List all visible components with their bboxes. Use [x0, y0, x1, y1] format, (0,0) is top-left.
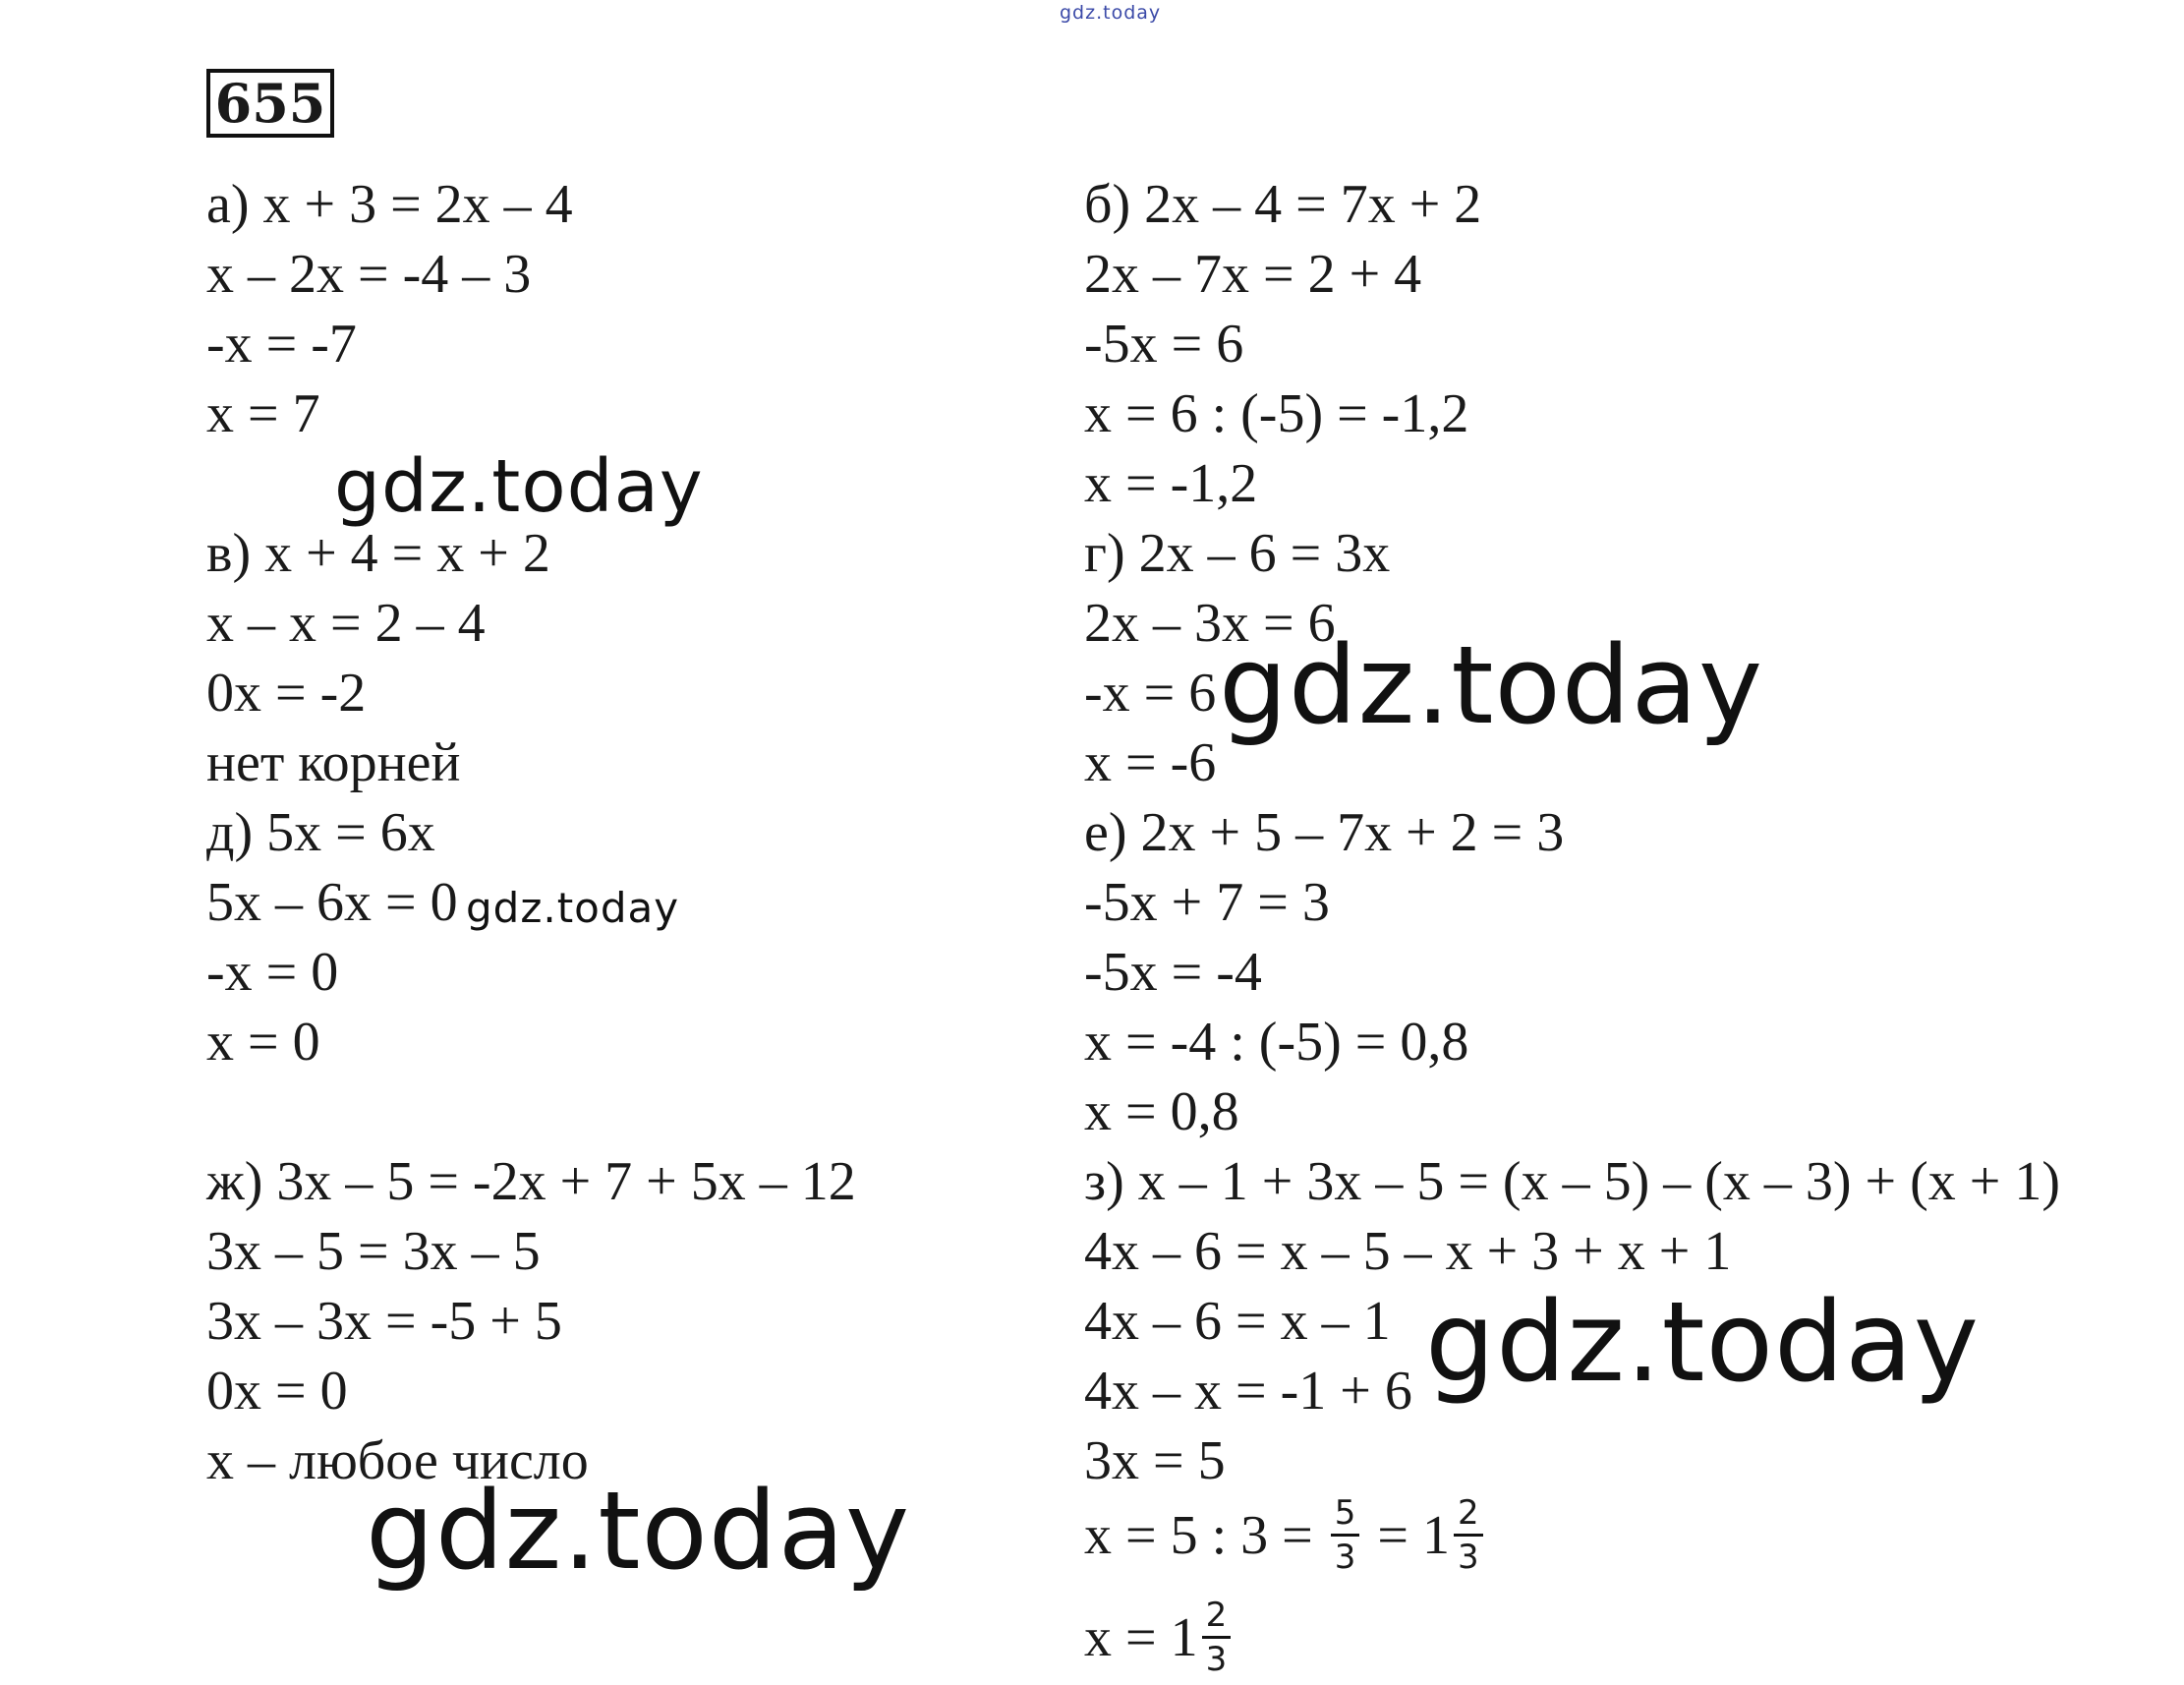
fraction-5-3 — [1331, 1493, 1360, 1577]
eq-b-line-5: x = -1,2 — [1084, 453, 1258, 514]
eq-a-line-3: -x = -7 — [206, 314, 357, 375]
eq-g-line-1: г) 2x – 6 = 3x — [1084, 523, 1391, 584]
eq-a-line-4: x = 7 — [206, 383, 320, 444]
eq-b-line-1: б) 2x – 4 = 7x + 2 — [1084, 174, 1482, 235]
equals-sign: = — [1377, 1504, 1408, 1566]
fraction-2-3-final — [1202, 1596, 1232, 1679]
eq-g-line-3: -x = 6 — [1084, 663, 1217, 724]
eq-v-line-2: x – x = 2 – 4 — [206, 593, 486, 654]
eq-b-line-4: x = 6 : (-5) = -1,2 — [1084, 383, 1469, 444]
eq-d-line-2: 5x – 6x = 0 — [206, 872, 458, 933]
eq-z-line-3: 4x – 6 = x – 1 — [1084, 1291, 1391, 1352]
watermark-top: gdz.today — [1060, 2, 1162, 24]
eq-v-line-3: 0x = -2 — [206, 663, 367, 724]
eq-z-line-4: 4x – x = -1 + 6 — [1084, 1361, 1412, 1422]
watermark-2: gdz.today — [1219, 622, 1764, 748]
fraction-denominator: 3 — [1334, 1538, 1356, 1577]
eq-a-line-1: а) x + 3 = 2x – 4 — [206, 174, 573, 235]
eq-d-line-4: x = 0 — [206, 1012, 320, 1073]
eq-d-line-1: д) 5x = 6x — [206, 802, 435, 863]
eq-z-line-6-prefix: x = 5 : 3 = — [1084, 1504, 1313, 1566]
eq-e-line-2: -5x + 7 = 3 — [1084, 872, 1330, 933]
watermark-1: gdz.today — [334, 444, 704, 529]
eq-g-line-4: x = -6 — [1084, 732, 1217, 793]
eq-g-line-2: 2x – 3x = 6 — [1084, 593, 1336, 654]
eq-zh-line-4: 0x = 0 — [206, 1361, 348, 1422]
fraction-numerator: 2 — [1454, 1496, 1483, 1537]
eq-e-line-3: -5x = -4 — [1084, 942, 1262, 1003]
eq-v-line-1: в) x + 4 = x + 2 — [206, 523, 550, 584]
eq-zh-line-5: x – любое число — [206, 1430, 589, 1491]
task-number-box: 655 — [206, 69, 334, 138]
eq-z-line-1: з) x – 1 + 3x – 5 = (x – 5) – (x – 3) + (x + 1) — [1084, 1151, 2060, 1212]
watermark-3: gdz.today — [466, 884, 680, 932]
eq-e-line-1: е) 2x + 5 – 7x + 2 = 3 — [1084, 802, 1565, 863]
eq-zh-line-2: 3x – 5 = 3x – 5 — [206, 1221, 541, 1282]
fraction-denominator: 3 — [1457, 1538, 1479, 1577]
eq-e-line-4: x = -4 : (-5) = 0,8 — [1084, 1012, 1469, 1073]
eq-e-line-5: x = 0,8 — [1084, 1081, 1239, 1142]
eq-d-line-3: -x = 0 — [206, 942, 339, 1003]
eq-z-line-6 — [1084, 1493, 1487, 1577]
fraction-2-3 — [1454, 1493, 1483, 1577]
eq-a-line-2: x – 2x = -4 – 3 — [206, 244, 532, 305]
eq-v-line-4: нет корней — [206, 732, 461, 793]
fraction-numerator: 2 — [1202, 1598, 1232, 1639]
eq-zh-line-3: 3x – 3x = -5 + 5 — [206, 1291, 562, 1352]
fraction-numerator: 5 — [1331, 1496, 1360, 1537]
eq-zh-line-1: ж) 3x – 5 = -2x + 7 + 5x – 12 — [206, 1151, 856, 1212]
watermark-4: gdz.today — [1425, 1279, 1981, 1407]
fraction-denominator: 3 — [1205, 1640, 1228, 1679]
watermark-5: gdz.today — [366, 1468, 911, 1594]
mixed-number-whole: 1 — [1421, 1504, 1450, 1566]
eq-z-line-7 — [1084, 1596, 1235, 1679]
eq-b-line-3: -5x = 6 — [1084, 314, 1244, 375]
eq-b-line-2: 2x – 7x = 2 + 4 — [1084, 244, 1422, 305]
eq-z-line-2: 4x – 6 = x – 5 – x + 3 + x + 1 — [1084, 1221, 1732, 1282]
eq-z-line-5: 3x = 5 — [1084, 1430, 1226, 1491]
eq-z-line-7-prefix: x = 1 — [1084, 1606, 1198, 1668]
